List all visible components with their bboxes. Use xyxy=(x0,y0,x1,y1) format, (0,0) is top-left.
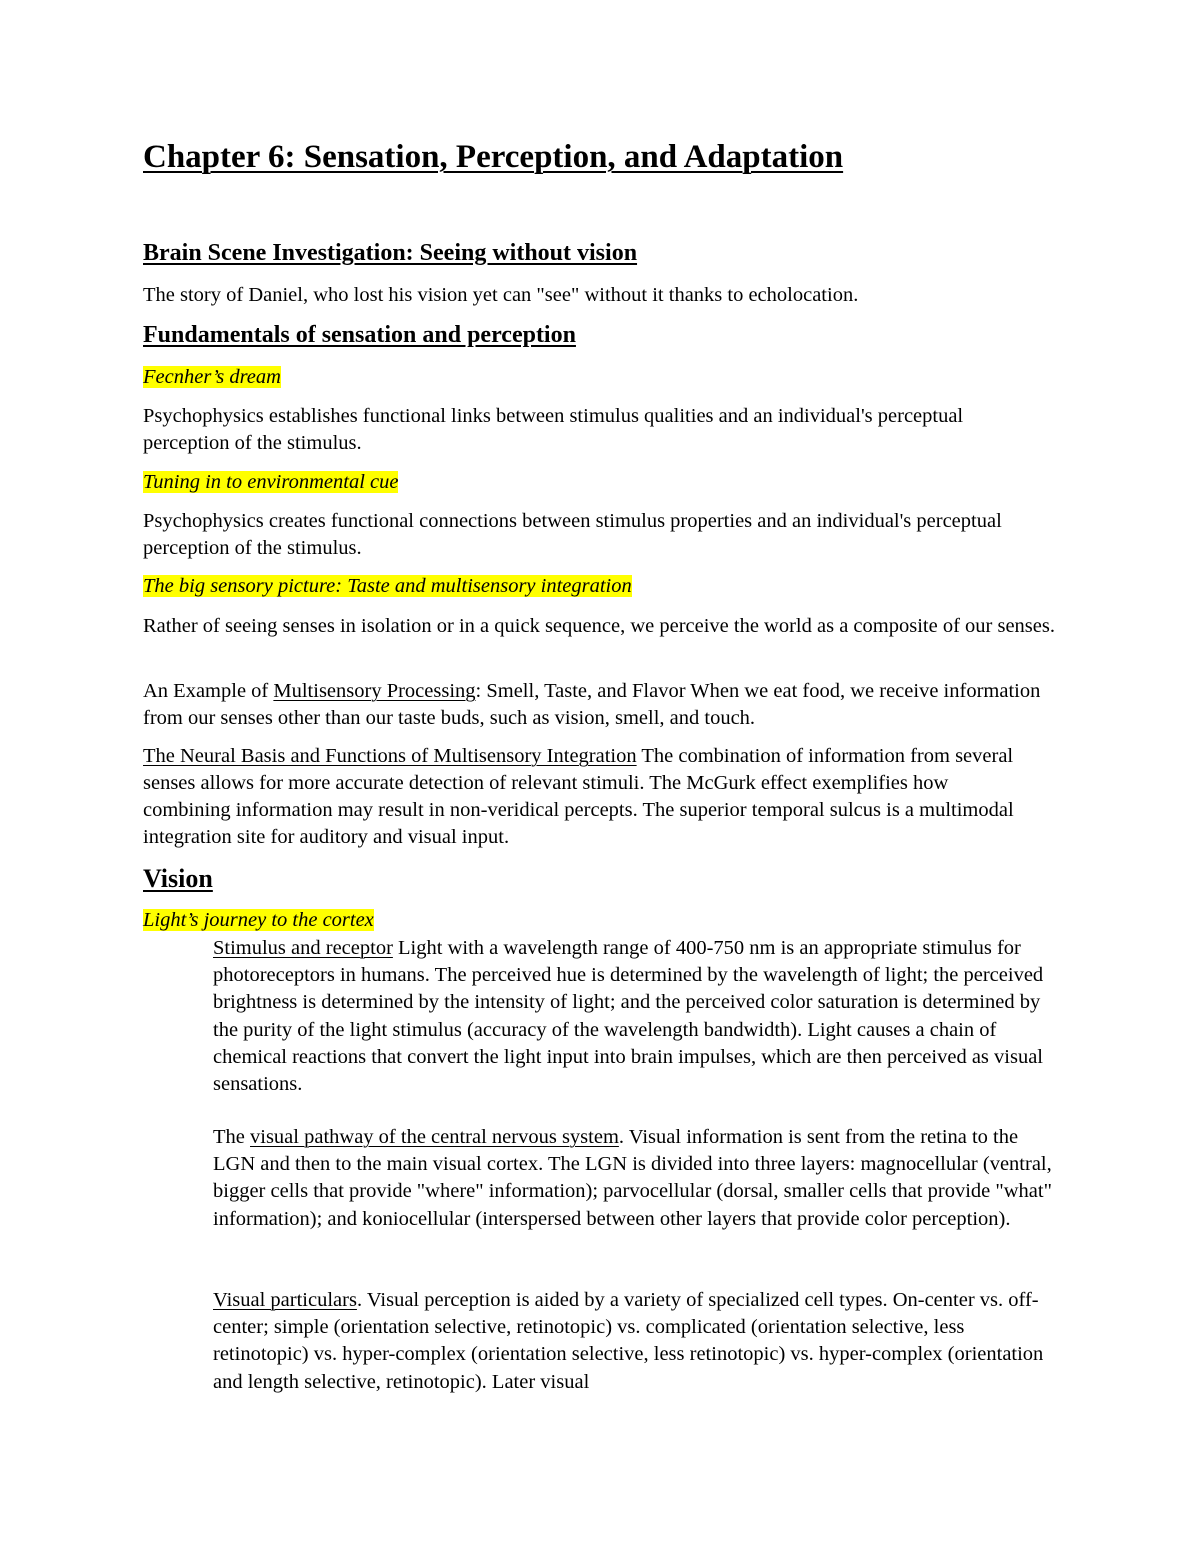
visual-particulars-term: Visual particulars xyxy=(213,1289,357,1311)
highlight-fechner: Fecnher’s dream xyxy=(143,366,281,388)
heading-brain-scene-investigation: Brain Scene Investigation: Seeing without vision xyxy=(143,240,638,266)
neural-basis-term: The Neural Basis and Functions of Multisensory Integration xyxy=(143,745,637,767)
subheading-lights-journey xyxy=(143,907,374,934)
pathway-prefix: The xyxy=(213,1126,250,1148)
highlight-lights-journey: Light’s journey to the cortex xyxy=(143,909,374,931)
subheading-tuning xyxy=(143,469,398,496)
stimulus-receptor-rest: Light with a wavelength range of 400-750 nm is an appropriate stimulus for photoreceptors in humans. The perceived hue is determined by the wavelength of light; the perceived brightness is determined by the intensity of light; and the perceived color saturation is determined by the purity of the light stimulus (accuracy of the wavelength bandwidth). Light causes a chain of chemical reactions that convert the light input into brain impulses, which are then perceived as visual sensations. xyxy=(213,937,1044,1096)
chapter-title: Chapter 6: Sensation, Perception, and Adaptation xyxy=(143,139,844,175)
heading-fundamentals: Fundamentals of sensation and perception xyxy=(143,322,576,348)
stimulus-receptor-term: Stimulus and receptor xyxy=(213,937,393,959)
particulars-rest: . Visual perception is aided by a variety of specialized cell types. On-center vs. off-center; simple (orientation selective, retinotopic) vs. complicated (orientation selective, less retinotopic) vs. hyper-complex (orientation selective, less retinotopic) vs. hyper-complex (orientation and length selective, retinotopic). Later visual xyxy=(213,1289,1044,1393)
paragraph-visual-pathway xyxy=(213,1124,1063,1233)
paragraph-neural-basis xyxy=(143,743,1023,851)
highlight-big-picture: The big sensory picture: Taste and multisensory integration xyxy=(143,575,632,597)
visual-pathway-term: visual pathway of the central nervous system xyxy=(250,1126,619,1148)
paragraph-fechner: Psychophysics establishes functional links between stimulus qualities and an individual's perceptual perception of the stimulus. xyxy=(143,405,964,454)
paragraph-visual-particulars xyxy=(213,1287,1063,1396)
paragraph-composite-senses: Rather of seeing senses in isolation or in a quick sequence, we perceive the world as a composite of our senses. xyxy=(143,615,1055,637)
paragraph-tuning: Psychophysics creates functional connections between stimulus properties and an individual's perceptual perception of the stimulus. xyxy=(143,510,1002,559)
paragraph-multisensory-example xyxy=(143,678,1068,732)
pathway-rest: . Visual information is sent from the retina to the LGN and then to the main visual cortex. The LGN is divided into three layers: magnocellular (ventral, bigger cells that provide "where" information); parvocellular (dorsal, smaller cells that provide "what" information); and koniocellular (interspersed between other layers that provide color perception). xyxy=(213,1126,1052,1230)
neural-basis-rest: The combination of information from several senses allows for more accurate detection of relevant stimuli. The McGurk effect exemplifies how combining information may result in non-veridical percepts. The superior temporal sulcus is a multimodal integration site for auditory and visual input. xyxy=(143,745,1014,848)
example-rest: : Smell, Taste, and Flavor When we eat food, we receive information from our senses other than our taste buds, such as vision, smell, and touch. xyxy=(143,680,1041,729)
example-prefix: An Example of xyxy=(143,680,274,702)
highlight-tuning: Tuning in to environmental cue xyxy=(143,471,399,493)
subheading-fechner xyxy=(143,364,281,391)
paragraph-daniel-story: The story of Daniel, who lost his vision yet can "see" without it thanks to echolocation. xyxy=(143,284,859,306)
subheading-big-picture xyxy=(143,573,632,600)
multisensory-processing-term: Multisensory Processing xyxy=(273,680,476,702)
heading-vision: Vision xyxy=(143,864,213,893)
paragraph-stimulus-receptor xyxy=(213,935,1063,1098)
